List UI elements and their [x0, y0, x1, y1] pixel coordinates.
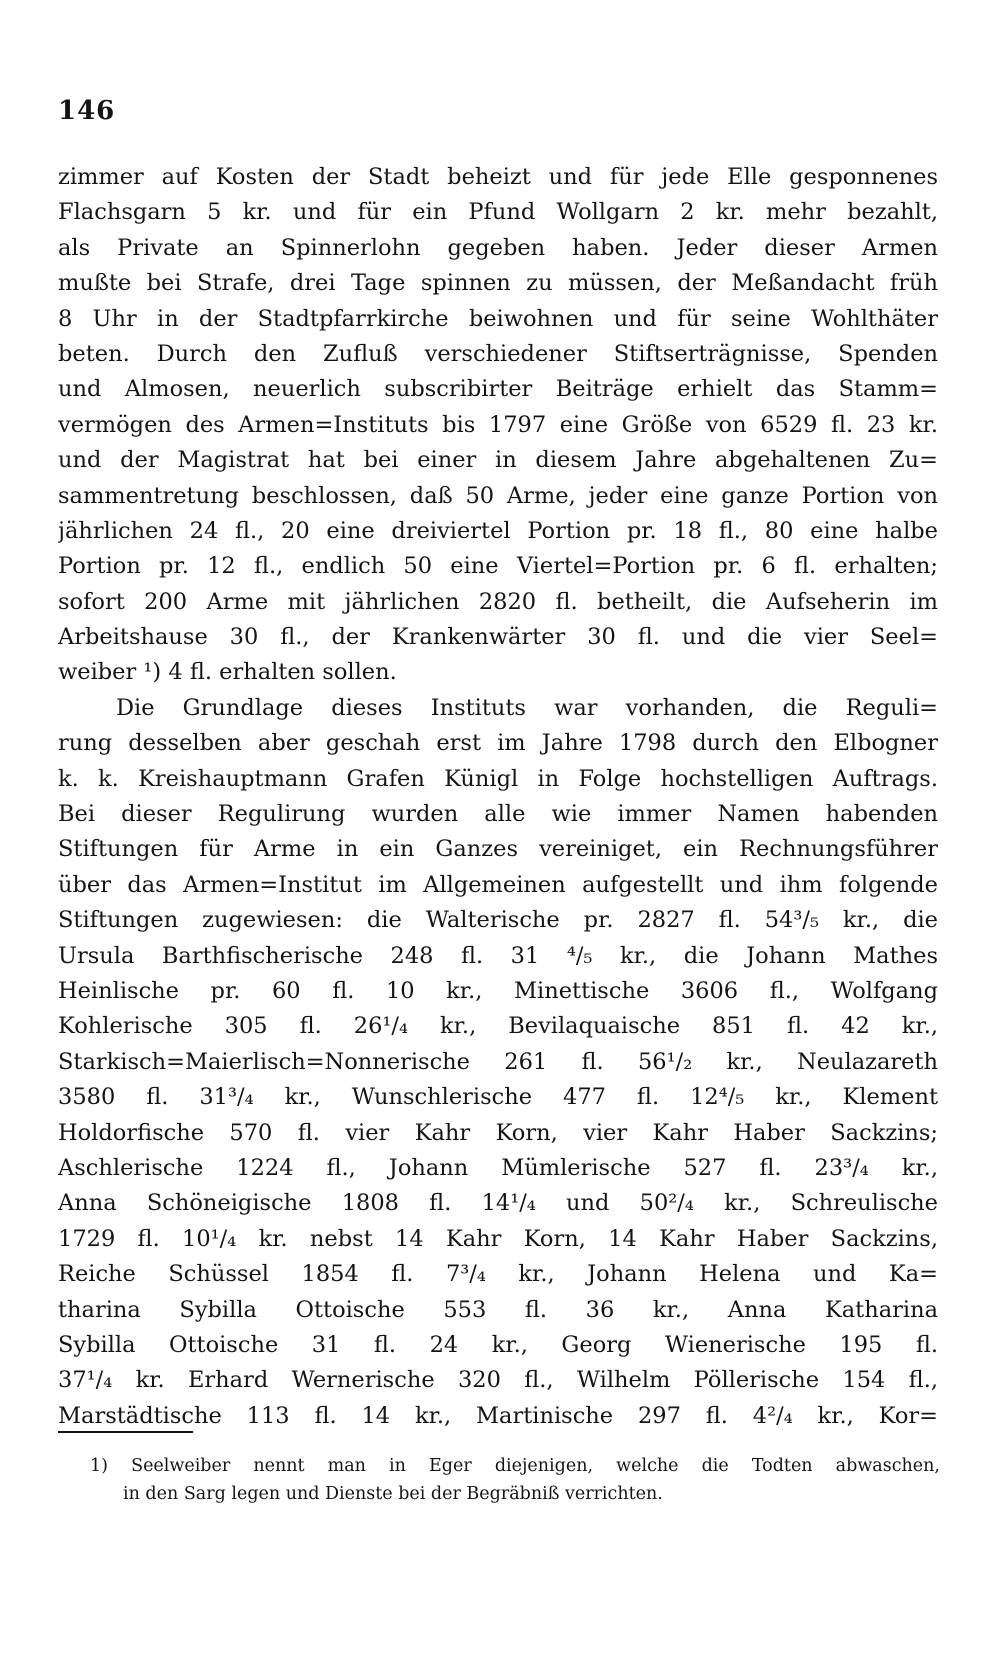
text-line: Stiftungen für Arme in ein Ganzes vereiniget, ein Rechnungsführer	[58, 836, 938, 863]
footnote-text: Seelweiber nennt man in Eger diejenigen, welche die Todten abwaschen,	[131, 1456, 940, 1476]
text-line: Anna Schöneigische 1808 fl. 14¹/₄ und 50²/₄ kr., Schreulische	[58, 1190, 938, 1217]
text-line: rung desselben aber geschah erst im Jahre 1798 durch den Elbogner	[58, 730, 938, 757]
text-line: Stiftungen zugewiesen: die Walterische pr. 2827 fl. 54³/₅ kr., die	[58, 907, 938, 934]
page-number: 146	[58, 96, 116, 126]
text-line: jährlichen 24 fl., 20 eine dreiviertel Portion pr. 18 fl., 80 eine halbe	[58, 517, 938, 544]
text-line: Arbeitshause 30 fl., der Krankenwärter 30 fl. und die vier Seel=	[58, 624, 938, 651]
footnote-marker: 1)	[90, 1456, 108, 1476]
text-line: zimmer auf Kosten der Stadt beheizt und für jede Elle gesponnenes	[58, 164, 938, 190]
text-line: Bei dieser Regulirung wurden alle wie immer Namen habenden	[58, 801, 938, 828]
text-line: k. k. Kreishauptmann Grafen Künigl in Folge hochstelligen Auftrags.	[58, 765, 938, 792]
text-line: Sybilla Ottoische 31 fl. 24 kr., Georg Wienerische 195 fl.	[58, 1331, 938, 1358]
text-line: Reiche Schüssel 1854 fl. 7³/₄ kr., Johann Helena und Ka=	[58, 1261, 938, 1288]
text-line: Holdorfische 570 fl. vier Kahr Korn, vier Kahr Haber Sackzins;	[58, 1119, 938, 1146]
text-line: und Almosen, neuerlich subscribirter Beiträge erhielt das Stamm=	[58, 376, 938, 403]
text-line: 37¹/₄ kr. Erhard Wernerische 320 fl., Wilhelm Pöllerische 154 fl.,	[58, 1367, 938, 1394]
main-text	[58, 160, 938, 1434]
text-line-paragraph-end: weiber ¹) 4 fl. erhalten sollen.	[58, 659, 397, 686]
text-line: Heinlische pr. 60 fl. 10 kr., Minettische 3606 fl., Wolfgang	[58, 977, 938, 1004]
text-line: und der Magistrat hat bei einer in diesem Jahre abgehaltenen Zu=	[58, 447, 938, 474]
text-line: vermögen des Armen=Instituts bis 1797 eine Größe von 6529 fl. 23 kr.	[58, 411, 938, 438]
text-line: 1729 fl. 10¹/₄ kr. nebst 14 Kahr Korn, 14 Kahr Haber Sackzins,	[58, 1225, 938, 1252]
text-line: beten. Durch den Zufluß verschiedener Stiftserträgnisse, Spenden	[58, 340, 938, 367]
footnote-line: in den Sarg legen und Dienste bei der Begräbniß verrichten.	[123, 1484, 663, 1504]
footnote-line	[90, 1452, 940, 1480]
text-line: als Private an Spinnerlohn gegeben haben. Jeder dieser Armen	[58, 234, 938, 261]
text-line: Ursula Barthfischerische 248 fl. 31 ⁴/₅ kr., die Johann Mathes	[58, 942, 938, 969]
text-line: Flachsgarn 5 kr. und für ein Pfund Wollgarn 2 kr. mehr bezahlt,	[58, 199, 938, 226]
text-line: tharina Sybilla Ottoische 553 fl. 36 kr., Anna Katharina	[58, 1296, 938, 1323]
text-line: 3580 fl. 31³/₄ kr., Wunschlerische 477 fl. 12⁴/₅ kr., Klement	[58, 1084, 938, 1111]
footnote-divider	[58, 1431, 193, 1433]
text-line: über das Armen=Institut im Allgemeinen aufgestellt und ihm folgende	[58, 871, 938, 898]
text-line: sammentretung beschlossen, daß 50 Arme, jeder eine ganze Portion von	[58, 482, 938, 509]
footnote-block	[90, 1452, 940, 1508]
text-line: Marstädtische 113 fl. 14 kr., Martinische 297 fl. 4²/₄ kr., Kor=	[58, 1402, 938, 1429]
text-line: Portion pr. 12 fl., endlich 50 eine Viertel=Portion pr. 6 fl. erhalten;	[58, 553, 938, 580]
text-line: 8 Uhr in der Stadtpfarrkirche beiwohnen und für seine Wohlthäter	[58, 305, 938, 332]
text-line: sofort 200 Arme mit jährlichen 2820 fl. betheilt, die Aufseherin im	[58, 588, 938, 615]
text-line-paragraph-start: Die Grundlage dieses Instituts war vorhanden, die Reguli=	[116, 694, 938, 721]
text-line: mußte bei Strafe, drei Tage spinnen zu müssen, der Meßandacht früh	[58, 270, 938, 297]
text-line: Aschlerische 1224 fl., Johann Mümlerische 527 fl. 23³/₄ kr.,	[58, 1154, 938, 1181]
text-line: Starkisch=Maierlisch=Nonnerische 261 fl. 56¹/₂ kr., Neulazareth	[58, 1048, 938, 1075]
text-line: Kohlerische 305 fl. 26¹/₄ kr., Bevilaquaische 851 fl. 42 kr.,	[58, 1013, 938, 1040]
